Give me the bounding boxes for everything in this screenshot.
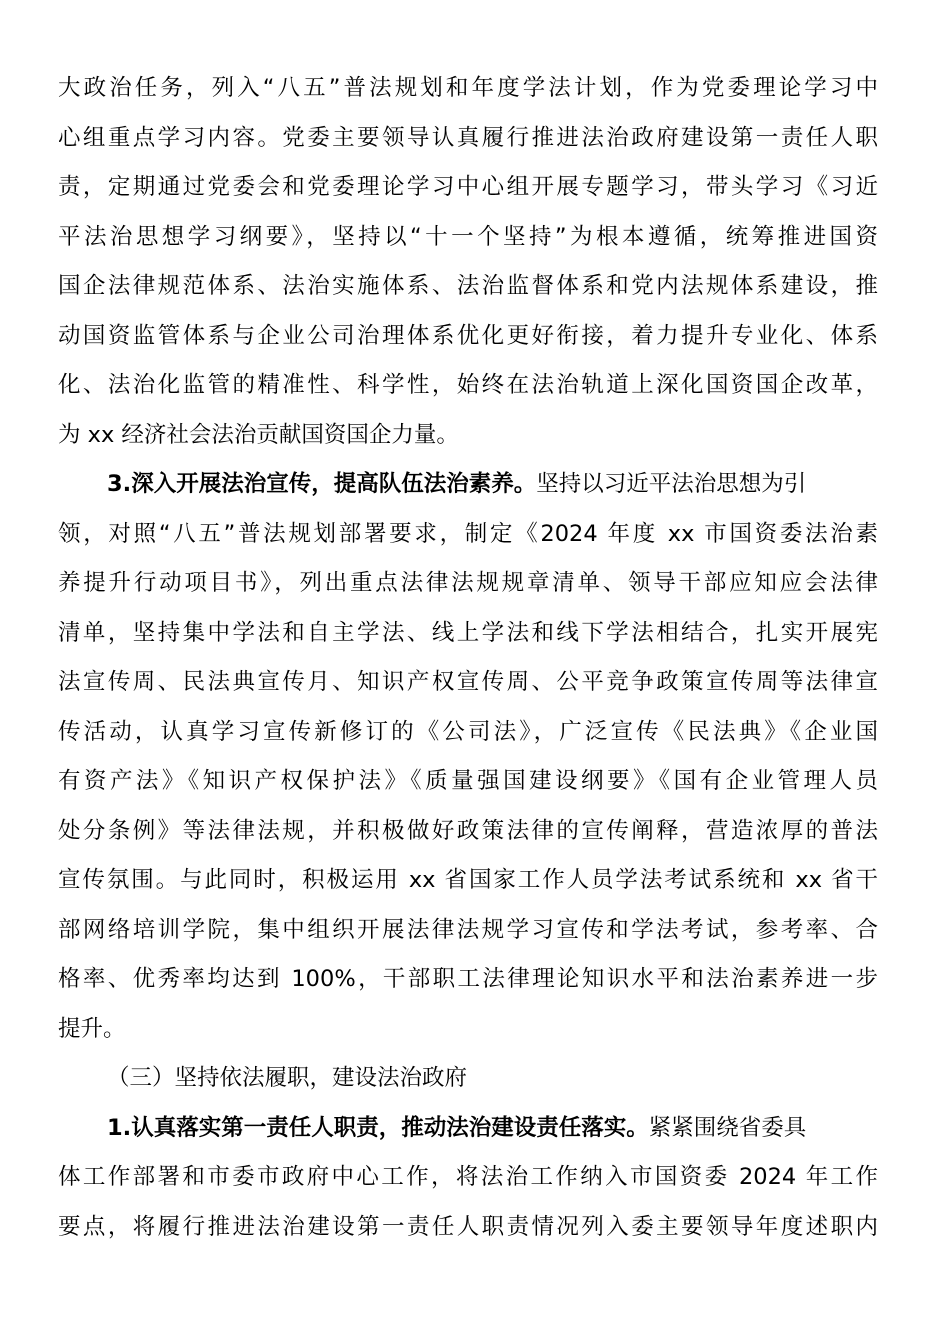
paragraph-text: 坚持以习近平法治思想为引	[536, 471, 807, 497]
paragraph-3	[58, 1104, 878, 1253]
text-line: 传活动，认真学习宣传新修订的《公司法》，广泛宣传《民法典》《企业国	[58, 718, 878, 745]
text-line: 要点，将履行推进法治建设第一责任人职责情况列入委主要领导年度述职内	[58, 1213, 878, 1240]
paragraph-heading: 1.认真落实第一责任人职责，推动法治建设责任落实。	[107, 1114, 649, 1141]
text-line: 体工作部署和市委市政府中心工作，将法治工作纳入市国资委 2024 年工作	[58, 1164, 878, 1190]
section-heading: （三）坚持依法履职，建设法治政府	[107, 1065, 468, 1091]
text-line: 为 xx 经济社会法治贡献国资国企力量。	[58, 421, 459, 448]
text-line: 养提升行动项目书》，列出重点法律法规规章清单、领导干部应知应会法律	[58, 570, 878, 596]
text-line: 平法治思想学习纲要》，坚持以“十一个坚持”为根本遵循，统筹推进国资	[58, 223, 878, 250]
paragraph-text: 紧紧围绕省委具	[648, 1114, 807, 1141]
paragraph-first-line	[58, 1104, 878, 1154]
paragraph-2	[58, 460, 878, 1054]
text-line: 格率、优秀率均达到 100%，干部职工法律理论知识水平和法治素养进一步	[58, 966, 878, 992]
text-line: 心组重点学习内容。党委主要领导认真履行推进法治政府建设第一责任人职	[58, 124, 878, 151]
text-line: 责，定期通过党委会和党委理论学习中心组开展专题学习，带头学习《习近	[58, 174, 878, 200]
text-line: 宣传氛围。与此同时，积极运用 xx 省国家工作人员学法考试系统和 xx 省干	[58, 867, 878, 893]
text-line: 化、法治化监管的精准性、科学性，始终在法治轨道上深化国资国企改革，	[58, 372, 878, 398]
paragraph-first-line	[58, 460, 878, 510]
document-page	[58, 64, 878, 1252]
text-line: 部网络培训学院，集中组织开展法律法规学习宣传和学法考试，参考率、合	[58, 916, 878, 943]
text-line: 动国资监管体系与企业公司治理体系优化更好衔接，着力提升专业化、体系	[58, 322, 878, 349]
text-line: 提升。	[58, 1015, 126, 1042]
paragraph-1	[58, 64, 878, 460]
text-line: 处分条例》等法律法规，并积极做好政策法律的宣传阐释，营造浓厚的普法	[58, 817, 878, 844]
text-line: 大政治任务，列入“八五”普法规划和年度学法计划，作为党委理论学习中	[58, 75, 878, 101]
text-line: 国企法律规范体系、法治实施体系、法治监督体系和党内法规体系建设，推	[58, 273, 878, 299]
text-line: 有资产法》《知识产权保护法》《质量强国建设纲要》《国有企业管理人员	[58, 768, 878, 794]
text-line: 领，对照“八五”普法规划部署要求，制定《2024 年度 xx 市国资委法治素	[58, 520, 878, 547]
paragraph-heading: 3.深入开展法治宣传，提高队伍法治素养。	[107, 471, 537, 497]
text-line: 法宣传周、民法典宣传月、知识产权宣传周、公平竞争政策宣传周等法律宣	[58, 669, 878, 695]
text-line: 清单，坚持集中学法和自主学法、线上学法和线下学法相结合，扎实开展宪	[58, 619, 878, 646]
